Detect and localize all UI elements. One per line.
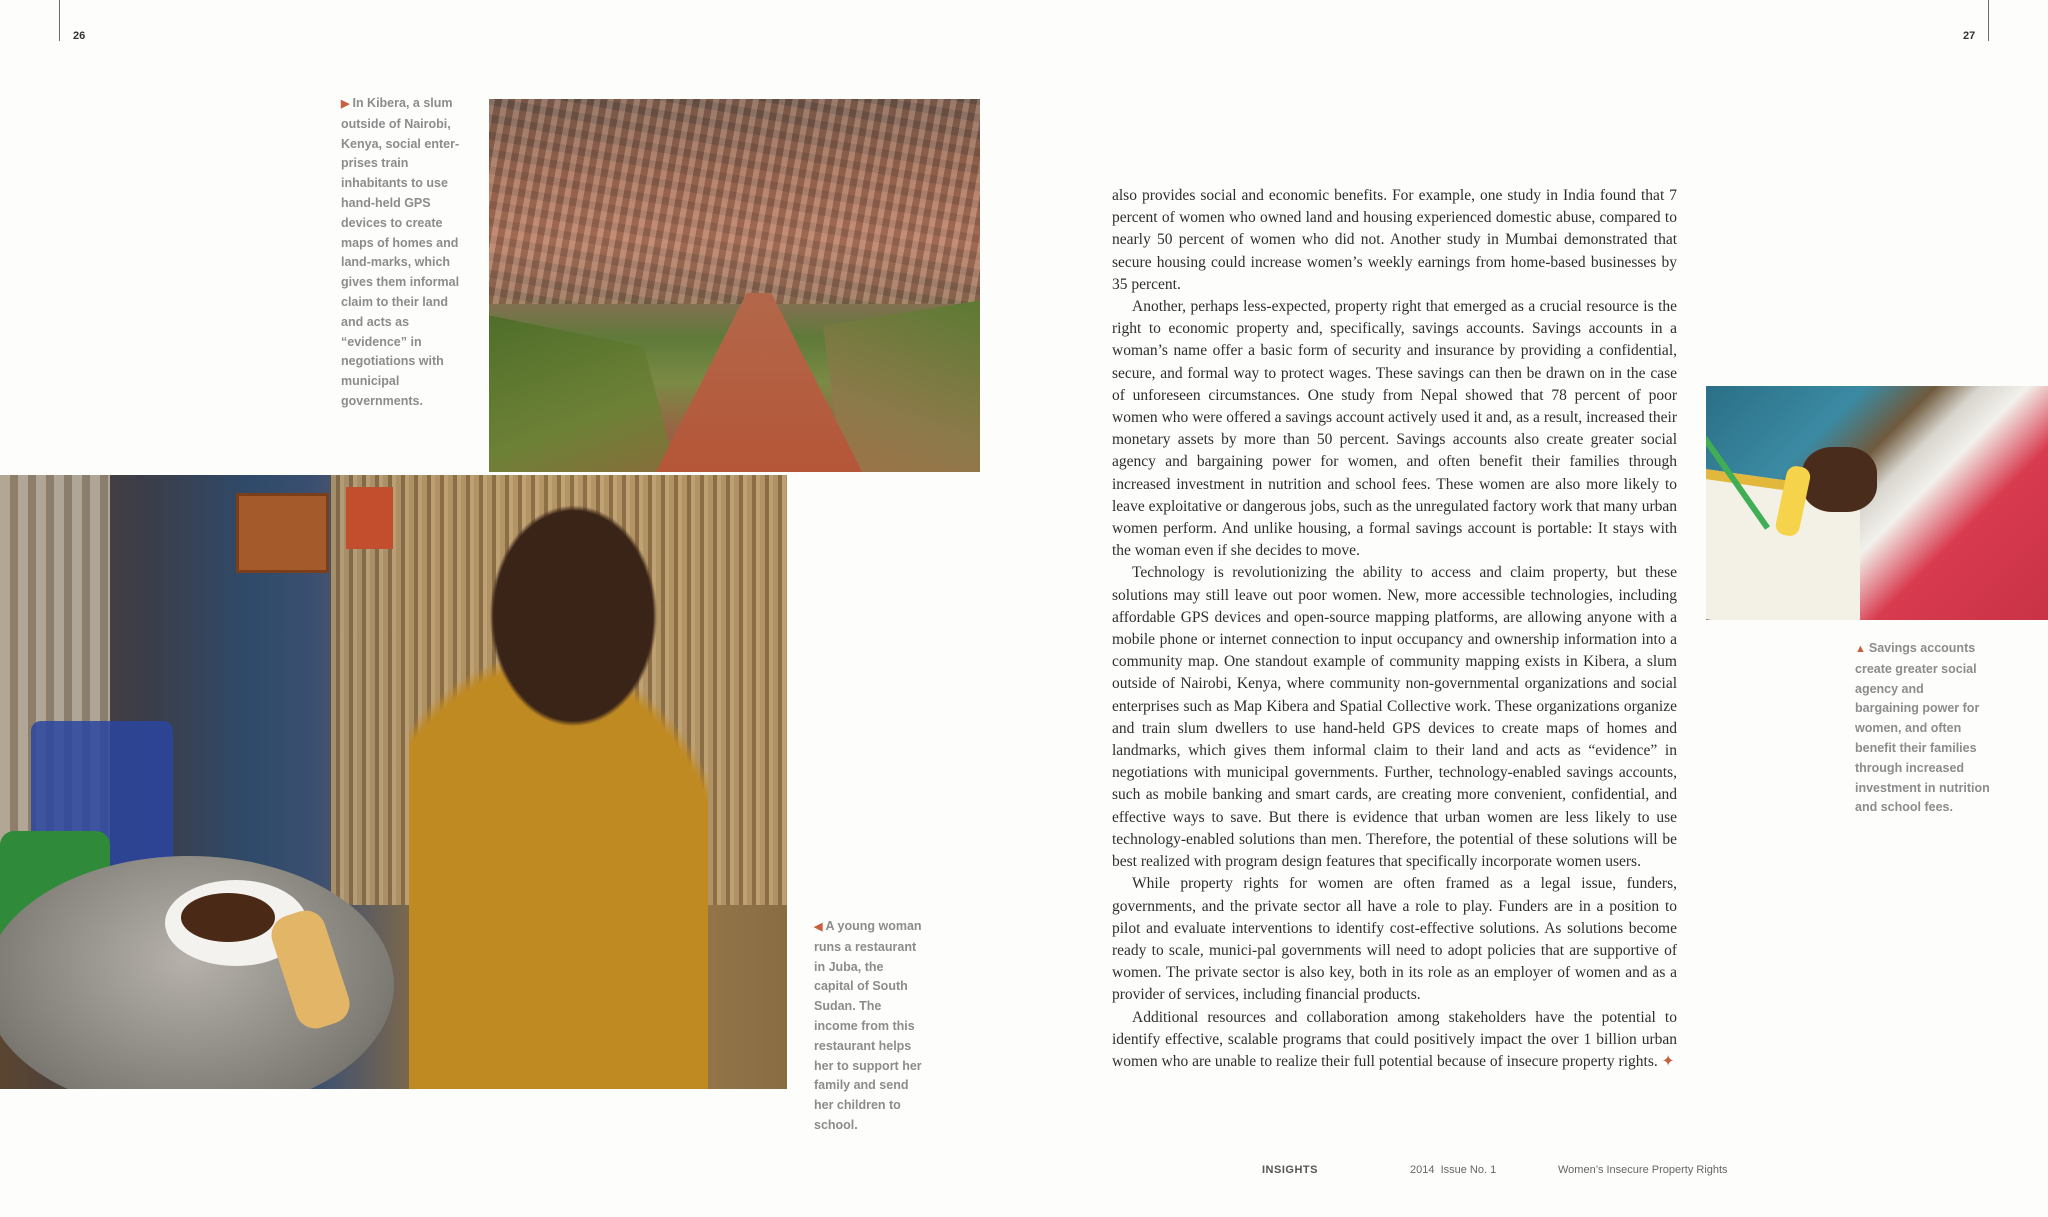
caption-kibera (341, 94, 473, 412)
restaurant-food (181, 893, 275, 942)
page-number-right: 27 (1963, 30, 1976, 42)
kibera-photo (489, 99, 980, 472)
body-paragraph: also provides social and economic benefits. For example, one study in India found that 7 percent of women who owned land and housing experienced domestic abuse, compared to nearly 50 percent of women who did not. Another study in Mumbai demonstrated that secure housing could increase women’s weekly earnings from home-based businesses by 35 percent. (1112, 187, 1677, 293)
footer-brand: INSIGHTS (1262, 1164, 1318, 1176)
body-paragraph: Another, perhaps less-expected, property right that emerged as a crucial resource is the right to economic property and, specifically, savings accounts. Savings accounts in a woman’s name offer a basic form of security and insurance by providing a confidential, secure, and formal way to protect wages. These savings can then be drawn on in the case of unforeseen circumstances. One study from Nepal showed that 78 percent of poor women who were offered a savings account actively used it and, as a result, increased their monetary assets by more than 50 percent. Savings accounts also create greater social agency and bargaining power for women, and often benefit their families through increased investment in nutrition and school fees. These women are also more likely to leave exploitative or dangerous jobs, such as the unregulated factory work that many urban women perform. And unlike housing, a formal savings account is portable: It stays with the woman even if she decides to move. (1112, 298, 1677, 560)
caption-restaurant-text: A young woman runs a restaurant in Juba, the capital of South Sudan. The income from this restaurant helps her to support her family and send her children to school. (814, 919, 922, 1132)
body-paragraph-last (1112, 1007, 1677, 1074)
arrow-right-icon: ▶ (341, 98, 350, 110)
body-paragraph-text: Additional resources and collaboration among stakeholders have the potential to identify effective, scalable programs that could positively impact the over 1 billion urban women who are unable to realize their full potential because of insecure property rights. (1112, 1008, 1677, 1070)
restaurant-woman (409, 493, 708, 1089)
footer-issue: 2014 Issue No. 1 (1410, 1164, 1497, 1176)
restaurant-wall-picture (236, 493, 329, 573)
kibera-rooftops (489, 99, 980, 304)
arrow-left-icon: ◀ (814, 921, 823, 933)
trim-mark-left (59, 0, 60, 41)
restaurant-wall-picture-small (346, 487, 393, 548)
savings-hand (1802, 447, 1877, 513)
end-mark-icon: ✦ (1661, 1052, 1675, 1070)
caption-restaurant (814, 917, 926, 1136)
trim-mark-right (1988, 0, 1989, 41)
article-body (1112, 185, 1677, 1073)
body-paragraph: Technology is revolutionizing the ability to access and claim property, but these solutions may still leave out poor women. New, more accessible technologies, including affordable GPS devices and open-source mapping platforms, are allowing anyone with a mobile phone or internet connection to input occupancy and ownership information into a community map. One standout example of community mapping exists in Kibera, a slum outside of Nairobi, Kenya, where community non-governmental organizations and social enterprises such as Map Kibera and Spatial Collective work. These organizations organize and train slum dwellers to use hand-held GPS devices to create maps of homes and landmarks, which gives them informal claim to their land and acts as “evidence” in negotiations with municipal governments. Further, technology-enabled savings accounts, such as mobile banking and smart cards, are creating more convenient, confidential, and effective ways to save. But there is evidence that urban women are less likely to use technology-enabled solutions than men. Therefore, the potential of these solutions will be best realized with program design features that specifically incorporate women users. (1112, 564, 1677, 871)
body-paragraph: While property rights for women are often framed as a legal issue, funders, governments, and the private sector all have a role to play. Funders are in a position to pilot and evaluate interventions to identify cost-effective solutions. As solutions become ready to scale, munici-pal governments will need to adopt policies that are supportive of women. The private sector is also key, both in its role as an employer of women and as a provider of services, including financial products. (1112, 875, 1677, 1004)
restaurant-photo (0, 475, 787, 1089)
caption-savings-text: Savings accounts create greater social agency and bargaining power for women, and often benefit their families through increased investment in nutrition and school fees. (1855, 641, 1990, 815)
caption-savings (1855, 639, 1990, 818)
footer-title: Women’s Insecure Property Rights (1558, 1164, 1728, 1176)
caption-kibera-text: In Kibera, a slum outside of Nairobi, Kenya, social enter-prises train inhabitants to use hand-held GPS devices to create maps of homes and land-marks, which gives them informal claim to their land and acts as “evidence” in negotiations with municipal governments. (341, 96, 460, 408)
page-number-left: 26 (73, 30, 86, 42)
arrow-up-icon: ▲ (1855, 643, 1866, 655)
savings-photo (1706, 386, 2048, 620)
